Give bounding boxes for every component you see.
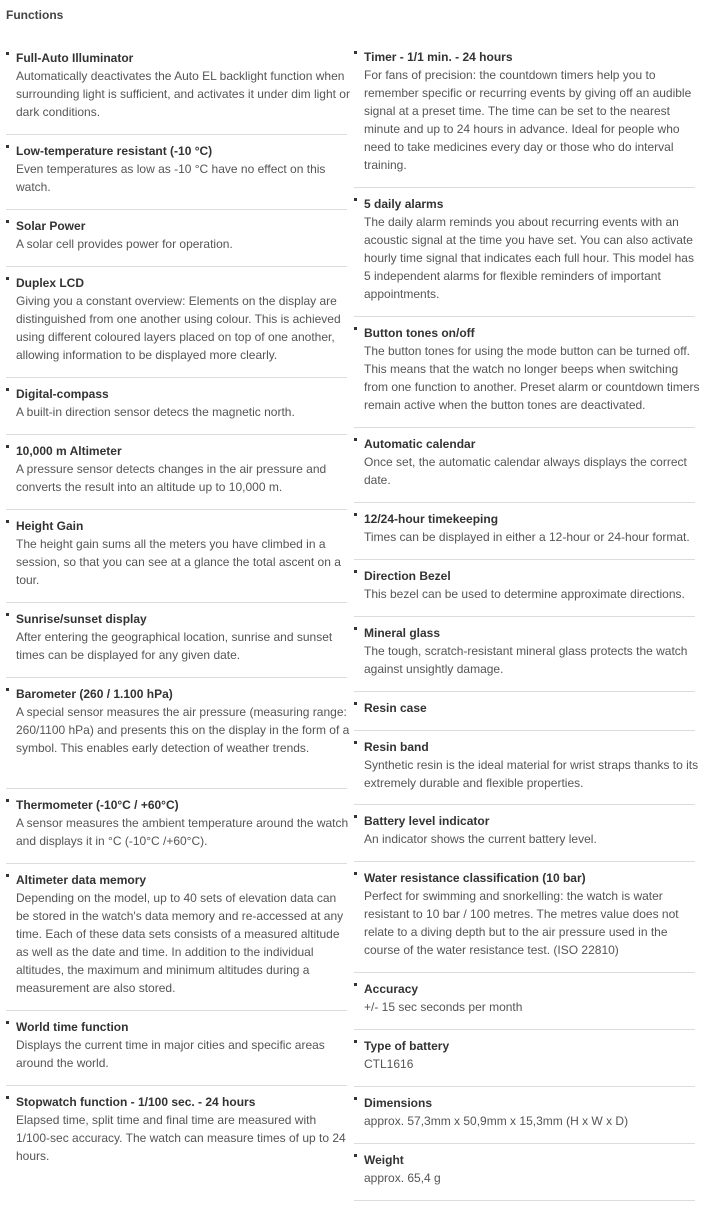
- feature-title: Water resistance classification (10 bar): [354, 870, 695, 886]
- feature-title: Dimensions: [354, 1095, 695, 1111]
- divider: [6, 134, 347, 135]
- feature-title: Thermometer (-10°C / +60°C): [6, 797, 347, 813]
- feature-description: An indicator shows the current battery level.: [364, 832, 597, 846]
- divider: [6, 788, 347, 789]
- page-heading: Functions: [6, 8, 64, 22]
- feature-description: Displays the current time in major cities and specific areas around the world.: [16, 1038, 325, 1070]
- feature-title: Low-temperature resistant (-10 °C): [6, 143, 347, 159]
- bullet-icon: [6, 445, 9, 448]
- divider: [354, 1200, 695, 1201]
- feature-description: Elapsed time, split time and final time are measured with 1/100-sec accuracy. The watch can measure times of up to 24 hours.: [16, 1113, 346, 1163]
- bullet-icon: [6, 520, 9, 523]
- feature-description: The height gain sums all the meters you have climbed in a session, so that you can see at a glance the total ascent on a tour.: [16, 537, 341, 587]
- bullet-icon: [6, 145, 9, 148]
- divider: [6, 863, 347, 864]
- divider: [6, 1010, 347, 1011]
- bullet-icon: [354, 627, 357, 630]
- bullet-icon: [6, 220, 9, 223]
- divider: [6, 509, 347, 510]
- feature-title: Direction Bezel: [354, 568, 695, 584]
- feature-description: Synthetic resin is the ideal material for wrist straps thanks to its extremely durable and flexible properties.: [364, 758, 699, 790]
- feature-title: Timer - 1/1 min. - 24 hours: [354, 49, 695, 65]
- bullet-icon: [354, 51, 357, 54]
- bullet-icon: [354, 815, 357, 818]
- feature-title: Resin case: [354, 700, 695, 716]
- feature-title: 12/24-hour timekeeping: [354, 511, 695, 527]
- feature-description: Giving you a constant overview: Elements on the display are distinguished from one another using colour. This is achieved using different coloured layers placed on top of one another, allowing information to be displayed more clearly.: [16, 294, 341, 362]
- feature-description: For fans of precision: the countdown timers help you to remember specific or recurring events by giving off an audible signal at a preset time. The time can be set to the nearest minute and up to 24 hours in advance. Ideal for people who need to take medicines every day or those who do interval training.: [364, 68, 692, 172]
- feature-description: After entering the geographical location, sunrise and sunset times can be displayed for any given date.: [16, 630, 333, 662]
- divider: [6, 377, 347, 378]
- bullet-icon: [354, 327, 357, 330]
- feature-title: Stopwatch function - 1/100 sec. - 24 hours: [6, 1094, 347, 1110]
- bullet-icon: [354, 702, 357, 705]
- divider: [354, 691, 695, 692]
- bullet-icon: [6, 874, 9, 877]
- feature-title: Weight: [354, 1152, 695, 1168]
- divider: [6, 602, 347, 603]
- feature-description: Depending on the model, up to 40 sets of elevation data can be stored in the watch's data memory and re-accessed at any time. Each of these data sets consists of a measured altitude as well as the date and time. In addition to the individual altitudes, the maximum and minimum altitudes during a measurement are also stored.: [16, 891, 344, 995]
- divider: [6, 266, 347, 267]
- divider: [354, 972, 695, 973]
- feature-description: Once set, the automatic calendar always displays the correct date.: [364, 455, 687, 487]
- feature-title: Accuracy: [354, 981, 695, 997]
- feature-title: Type of battery: [354, 1038, 695, 1054]
- feature-description: Even temperatures as low as -10 °C have no effect on this watch.: [16, 162, 326, 194]
- bullet-icon: [354, 741, 357, 744]
- feature-description: A sensor measures the ambient temperature around the watch and displays it in °C (-10°C /+60°C).: [16, 816, 349, 848]
- feature-description: The tough, scratch-resistant mineral glass protects the watch against unsightly damage.: [364, 644, 688, 676]
- bullet-icon: [354, 983, 357, 986]
- feature-title: Full-Auto Illuminator: [6, 50, 347, 66]
- divider: [6, 677, 347, 678]
- bullet-icon: [6, 799, 9, 802]
- feature-description: This bezel can be used to determine approximate directions.: [364, 587, 685, 601]
- bullet-icon: [354, 570, 357, 573]
- feature-title: 10,000 m Altimeter: [6, 443, 347, 459]
- divider: [354, 861, 695, 862]
- bullet-icon: [6, 52, 9, 55]
- feature-description: A built-in direction sensor detecs the magnetic north.: [16, 405, 295, 419]
- bullet-icon: [6, 613, 9, 616]
- divider: [354, 1086, 695, 1087]
- feature-title: Automatic calendar: [354, 436, 695, 452]
- feature-description: Perfect for swimming and snorkelling: the watch is water resistant to 10 bar / 100 metres. The metres value does not relate to a diving depth but to the air pressure used in the course of the water resistance test. (ISO 22810): [364, 889, 679, 957]
- divider: [354, 1143, 695, 1144]
- feature-title: Digital-compass: [6, 386, 347, 402]
- divider: [354, 559, 695, 560]
- feature-description: +/- 15 sec seconds per month: [364, 1000, 523, 1014]
- bullet-icon: [354, 438, 357, 441]
- feature-title: Resin band: [354, 739, 695, 755]
- feature-description: The daily alarm reminds you about recurring events with an acoustic signal at the time you have set. You can also activate hourly time signal that indicates each full hour. This model has 5 independent alarms for flexible reminders of important appointments.: [364, 215, 694, 301]
- feature-title: 5 daily alarms: [354, 196, 695, 212]
- feature-description: The button tones for using the mode button can be turned off. This means that the watch no longer beeps when switching from one function to another. Preset alarm or countdown timers remain active when the button tones are deactivated.: [364, 344, 700, 412]
- bullet-icon: [354, 1154, 357, 1157]
- feature-description: A special sensor measures the air pressure (measuring range: 260/1100 hPa) and presents this on the display in the form of a symbol. This enables early detection of weather trends.: [16, 705, 350, 755]
- feature-description: A pressure sensor detects changes in the air pressure and converts the result into an altitude up to 10,000 m.: [16, 462, 327, 494]
- divider: [6, 1085, 347, 1086]
- bullet-icon: [354, 1097, 357, 1100]
- feature-title: Battery level indicator: [354, 813, 695, 829]
- feature-title: Height Gain: [6, 518, 347, 534]
- feature-description: A solar cell provides power for operation.: [16, 237, 233, 251]
- bullet-icon: [354, 1040, 357, 1043]
- divider: [354, 1029, 695, 1030]
- bullet-icon: [354, 198, 357, 201]
- bullet-icon: [354, 872, 357, 875]
- divider: [354, 502, 695, 503]
- feature-description: approx. 65,4 g: [364, 1171, 441, 1185]
- divider: [354, 616, 695, 617]
- feature-title: World time function: [6, 1019, 347, 1035]
- bullet-icon: [6, 388, 9, 391]
- feature-title: Barometer (260 / 1.100 hPa): [6, 686, 347, 702]
- divider: [354, 730, 695, 731]
- feature-title: Altimeter data memory: [6, 872, 347, 888]
- divider: [354, 427, 695, 428]
- divider: [354, 187, 695, 188]
- feature-title: Button tones on/off: [354, 325, 695, 341]
- feature-title: Sunrise/sunset display: [6, 611, 347, 627]
- bullet-icon: [6, 1021, 9, 1024]
- feature-description: CTL1616: [364, 1057, 414, 1071]
- feature-title: Mineral glass: [354, 625, 695, 641]
- divider: [6, 209, 347, 210]
- feature-description: Times can be displayed in either a 12-hour or 24-hour format.: [364, 530, 690, 544]
- feature-title: Solar Power: [6, 218, 347, 234]
- bullet-icon: [6, 688, 9, 691]
- feature-description: approx. 57,3mm x 50,9mm x 15,3mm (H x W x D): [364, 1114, 629, 1128]
- feature-description: Automatically deactivates the Auto EL backlight function when surrounding light is sufficient, and activates it under dim light or dark conditions.: [16, 69, 350, 119]
- bullet-icon: [354, 513, 357, 516]
- divider: [354, 804, 695, 805]
- divider: [354, 316, 695, 317]
- bullet-icon: [6, 1096, 9, 1099]
- divider: [6, 434, 347, 435]
- feature-title: Duplex LCD: [6, 275, 347, 291]
- bullet-icon: [6, 277, 9, 280]
